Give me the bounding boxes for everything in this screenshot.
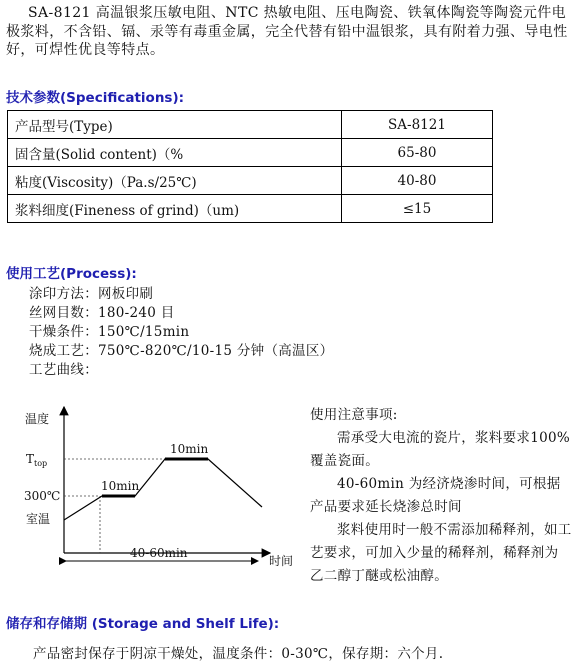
process-list — [29, 285, 333, 380]
firing-curve-diagram — [0, 395, 300, 580]
spec-label: 产品型号(Type) — [8, 111, 342, 139]
usage-notes — [310, 404, 572, 588]
process-line: 丝网目数：180-240 目 — [29, 305, 175, 321]
notes-title: 使用注意事项: — [310, 407, 398, 423]
table-row — [8, 195, 493, 223]
process-line: 涂印方法：网板印刷 — [29, 286, 154, 302]
spec-value: ≤15 — [342, 195, 493, 223]
table-row — [8, 139, 493, 167]
spec-value: SA-8121 — [342, 111, 493, 139]
table-row — [8, 111, 493, 139]
spec-label: 粘度(Viscosity)（Pa.s/25℃) — [8, 167, 342, 195]
hold-top-label: 10min — [170, 442, 209, 456]
table-row — [8, 167, 493, 195]
firing-curve-line — [64, 459, 262, 520]
note-paragraph: 需承受大电流的瓷片，浆料要求100%覆盖瓷面。 — [310, 430, 570, 469]
x-axis-label: 时间 — [269, 554, 294, 568]
intro-paragraph: SA-8121 高温银浆压敏电阻、NTC 热敏电阻、压电陶瓷、铁氧体陶瓷等陶瓷元件电极浆料，不含铅、镉、汞等有毒重金属，完全代替有铅中温银浆，具有附着力强、导电性好，可焊性优良等特点。 — [6, 5, 568, 58]
process-line: 干燥条件：150℃/15min — [29, 324, 190, 340]
note-paragraph: 浆料使用时一般不需添加稀释剂，如工艺要求，可加入少量的稀释剂，稀释剂为乙二醇丁醚或松油醇。 — [310, 522, 572, 584]
process-line: 烧成工艺：750℃-820℃/10-15 分钟（高温区） — [29, 343, 334, 359]
room-temp-label: 室温 — [26, 512, 51, 526]
specifications-table — [7, 110, 493, 223]
storage-heading: 储存和存储期 (Storage and Shelf Life): — [6, 616, 280, 632]
t-top-label: $T_{top}$ — [26, 452, 48, 468]
spec-label: 浆料细度(Fineness of grind)（um) — [8, 195, 342, 223]
storage-text: 产品密封保存于阴凉干燥处，温度条件：0-30℃，保存期：六个月. — [33, 646, 444, 662]
y-axis-label: 温度 — [25, 412, 50, 426]
specifications-heading: 技术参数(Specifications): — [6, 90, 185, 106]
hold-low-label: 10min — [101, 479, 140, 493]
spec-value: 40-80 — [342, 167, 493, 195]
duration-label: 40-60min — [130, 546, 188, 560]
note-paragraph: 40-60min 为经济烧渗时间，可根据产品要求延长烧渗总时间 — [310, 476, 561, 515]
spec-value: 65-80 — [342, 139, 493, 167]
process-heading: 使用工艺(Process): — [6, 266, 137, 282]
temp-300-label: 300℃ — [24, 489, 61, 503]
spec-label: 固含量(Solid content)（% — [8, 139, 342, 167]
process-line: 工艺曲线： — [29, 362, 98, 378]
